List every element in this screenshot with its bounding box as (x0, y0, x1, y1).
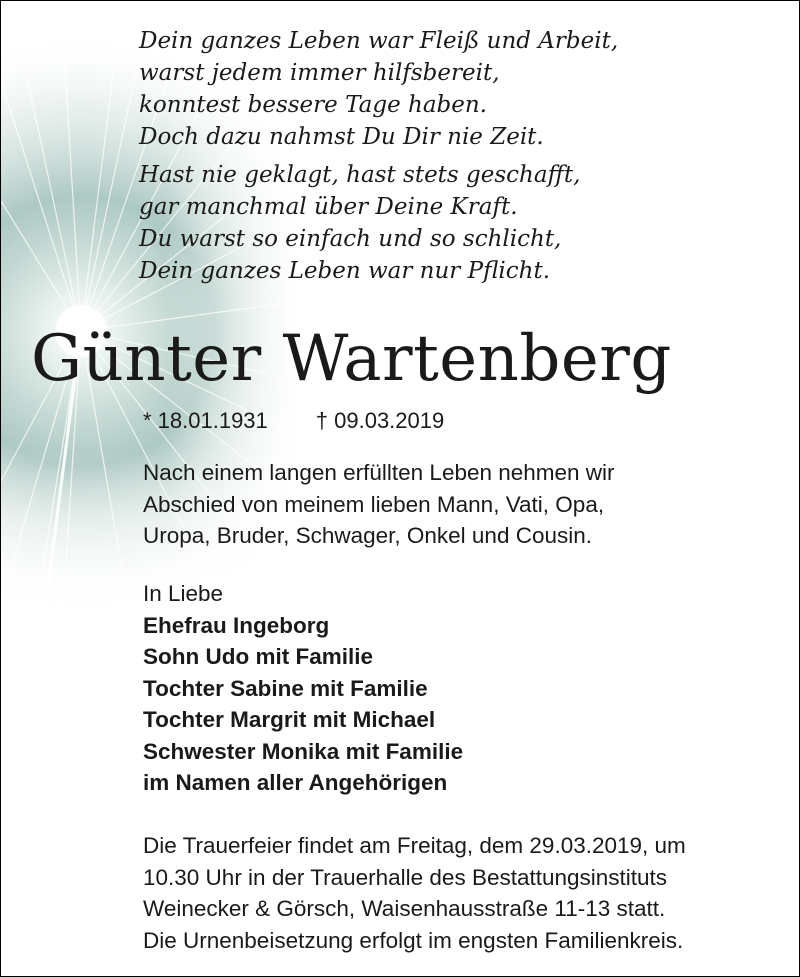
death-date: † 09.03.2019 (315, 408, 445, 433)
poem-line: Dein ganzes Leben war Fleiß und Arbeit, (139, 28, 619, 54)
ceremony-line: 10.30 Uhr in der Trauerhalle des Bestattungsinstituts (143, 864, 668, 890)
mourners-list (143, 578, 463, 799)
poem-stanza-1 (139, 25, 618, 153)
ceremony-line: Weinecker & Görsch, Waisenhausstraße 11-13 statt. (143, 896, 666, 921)
poem-line: Hast nie geklagt, hast stets geschafft, (139, 162, 581, 188)
mourner: Ehefrau Ingeborg (143, 612, 330, 638)
ceremony-info (143, 830, 686, 956)
mourner: im Namen aller Angehörigen (143, 770, 448, 795)
intro-line: Nach einem langen erfüllten Leben nehmen wir (143, 460, 615, 485)
deceased-name: Günter Wartenberg (31, 322, 672, 396)
intro-text (143, 457, 615, 552)
poem-line: gar manchmal über Deine Kraft. (139, 194, 518, 220)
intro-line: Uropa, Bruder, Schwager, Onkel und Cousin. (143, 523, 593, 548)
mourner: Tochter Sabine mit Familie (143, 675, 428, 701)
intro-line: Abschied von meinem lieben Mann, Vati, Opa, (143, 491, 605, 517)
poem-line: Du warst so einfach und so schlicht, (139, 226, 562, 252)
poem-line: warst jedem immer hilfsbereit, (139, 60, 500, 86)
poem-line: konntest bessere Tage haben. (139, 92, 487, 118)
poem-line: Doch dazu nahmst Du Dir nie Zeit. (139, 124, 544, 150)
ceremony-line: Die Trauerfeier findet am Freitag, dem 29.03.2019, um (143, 833, 686, 858)
mourner: Tochter Margrit mit Michael (143, 707, 436, 732)
birth-date: * 18.01.1931 (143, 408, 268, 433)
poem (139, 25, 618, 293)
mourners-heading: In Liebe (143, 581, 224, 606)
poem-line: Dein ganzes Leben war nur Pflicht. (139, 258, 551, 284)
mourner: Sohn Udo mit Familie (143, 644, 374, 669)
life-dates (143, 407, 444, 435)
ceremony-line: Die Urnenbeisetzung erfolgt im engsten Familienkreis. (143, 927, 684, 953)
mourner: Schwester Monika mit Familie (143, 738, 464, 764)
poem-stanza-2 (139, 159, 618, 287)
